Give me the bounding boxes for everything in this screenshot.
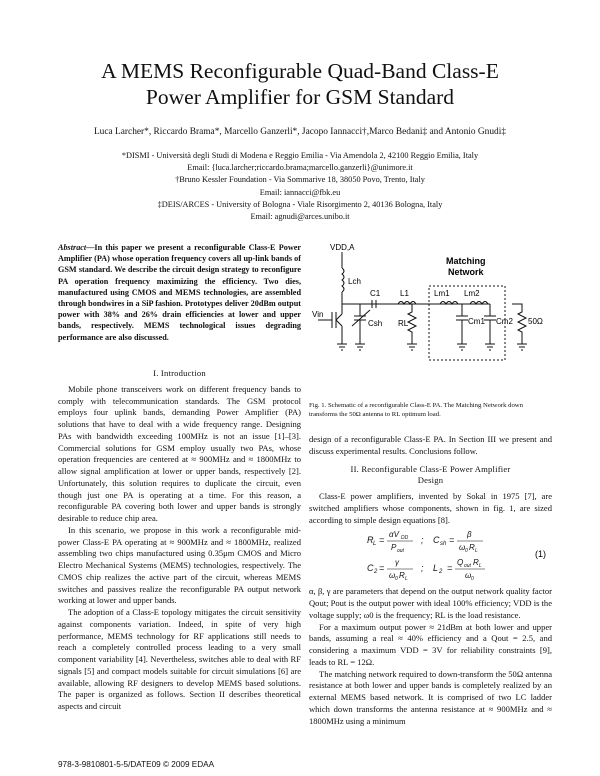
affiliation-line: Email: {luca.larcher;riccardo.brama;marcello.ganzerli}@unimore.it [187, 163, 413, 173]
abstract [58, 242, 301, 343]
copyright-footer: 978-3-9810801-5-5/DATE09 © 2009 EDAA [58, 760, 215, 769]
paragraph: α, β, γ are parameters that depend on the output network quality factor Qout; Pout is the output power with ideal 100% efficiency; VDD is the voltage supply; ω0 is the frequency; RL is the load resistance. [309, 586, 552, 620]
svg-text:out: out [464, 563, 471, 570]
svg-text:R: R [399, 571, 405, 581]
paragraph: For a maximum output power ≈ 21dBm at both lower and upper bands, assuming a real ≈ 40% efficiency and a Qout = 2.5, and considering a maximum VDD = 3V for reliability constraints [9], leads to RL = 12Ω. [309, 621, 552, 667]
label-network: Network [448, 267, 484, 277]
label-lm2: Lm2 [464, 289, 480, 298]
equation-number: (1) [535, 549, 546, 560]
label-c1: C1 [370, 289, 381, 298]
schematic-svg [312, 240, 554, 398]
paper-title [0, 58, 600, 110]
label-vin: Vin [312, 310, 324, 319]
svg-text:=: = [379, 535, 385, 546]
svg-text:L: L [433, 563, 439, 574]
section-heading: I. Introduction [153, 368, 206, 378]
svg-text:ω: ω [389, 571, 396, 581]
svg-text:L: L [475, 548, 478, 555]
label-csh: Csh [368, 319, 383, 328]
svg-text:0: 0 [465, 548, 468, 555]
svg-text:Q: Q [457, 558, 464, 568]
label-load: 50Ω [528, 317, 543, 326]
title-line-1: A MEMS Reconfigurable Quad-Band Class-E [101, 59, 499, 83]
equation-block [309, 526, 552, 586]
label-l1: L1 [400, 289, 409, 298]
paragraph: The adoption of a Class-E topology mitigates the circuit sensitivity against components variation. Indeed, in spite of very high performance, MEMS technology for RF applications still needs to reach a completely controlled process leading to a very small component variability [4]. Nevertheless, switches able to deal with RF signals [5] and compact models suitable for circuit simulations [6] are available, allowing RF designers to develop MEMS based solutions. The paper is organized as follows. Section II describes theoretical aspects and circuit [58, 607, 301, 711]
title-line-2: Power Amplifier for GSM Standard [145, 85, 455, 109]
paragraph: design of a reconfigurable Class-E PA. In Section III we present and discuss experimental results. Conclusions follow. [309, 434, 552, 456]
author-list: Luca Larcher*, Riccardo Brama*, Marcello Ganzerli*, Jacopo Iannacci†,Marco Bedani‡ and Antonio Gnudi‡ [93, 127, 507, 137]
svg-text:0: 0 [395, 576, 398, 583]
label-cm2: Cm2 [496, 317, 513, 326]
svg-text:;: ; [421, 563, 424, 574]
affiliation-line: ‡DEIS/ARCES - University of Bologna - Viale Risorgimento 2, 40136 Bologna, Italy [157, 199, 443, 209]
svg-text:C: C [367, 563, 374, 574]
label-rl: RL [398, 319, 409, 328]
svg-text:=: = [379, 563, 385, 574]
svg-text:C: C [433, 535, 440, 546]
svg-text:R: R [367, 535, 374, 546]
svg-text:R: R [469, 543, 475, 553]
paragraph: In this scenario, we propose in this work a reconfigurable mid-power Class-E PA operating at ≈ 900MHz and ≈ 1800MHz, realized assembling two chips manufactured using 0.35μm CMOS and Micro Electro Mechanical Systems (MEMS) technologies, respectively. The CMOS chip realizes the active part of the circuit, whereas MEMS switches and passives realize the reconfigurable PA output network working at lower and upper bands. [58, 524, 301, 606]
section-heading: II. Reconfigurable Class-E Power Amplifier [350, 463, 511, 474]
circuit-schematic [312, 240, 554, 398]
left-column-body [58, 368, 301, 713]
svg-text:L: L [405, 576, 408, 583]
svg-text:L: L [479, 563, 482, 570]
right-column-body [309, 434, 552, 727]
svg-text:0: 0 [471, 576, 474, 583]
svg-text:2: 2 [439, 569, 443, 576]
svg-text:2: 2 [374, 569, 378, 576]
svg-text:=: = [449, 535, 455, 546]
paragraph: Class-E power amplifiers, invented by Sokal in 1975 [7], are switched amplifiers whose components, shown in fig. 1, are sized according to simple design equations [8]. [309, 491, 552, 525]
svg-text:P: P [391, 543, 397, 553]
svg-text:ω: ω [465, 571, 472, 581]
label-matching: Matching [446, 256, 486, 266]
svg-text:ω: ω [459, 543, 466, 553]
svg-text:β: β [467, 530, 472, 540]
svg-text:=: = [447, 563, 453, 574]
svg-text:αV: αV [389, 530, 399, 540]
label-lm1: Lm1 [434, 289, 450, 298]
affiliation-line: †Bruno Kessler Foundation - Via Sommarive 18, 38050 Povo, Trento, Italy [175, 175, 425, 185]
section-heading-cont: Design [417, 475, 444, 486]
svg-text:out: out [397, 548, 404, 555]
paragraph: The matching network required to down-transform the 50Ω antenna resistance at both lower and upper bands is completely realized by an external MEMS based network. It is comprised of two LC ladder which down transforms the antenna resistance at ≈ 900MHz and ≈ 1800MHz using a minimum [309, 668, 552, 726]
label-vdd: VDD,A [330, 243, 355, 252]
svg-text:R: R [473, 558, 479, 568]
svg-text:L: L [373, 541, 377, 548]
abstract-lead: Abstract [58, 243, 87, 252]
label-lch: Lch [348, 277, 361, 286]
figure-caption: Fig. 1. Schematic of a reconfigurable Class-E PA. The Matching Network down transforms the 50Ω antenna to RL optimum load. [309, 402, 523, 418]
abstract-text: —In this paper we present a reconfigurable Class-E Power Amplifier (PA) whose operation frequency covers all up-link bands of GSM standard. We describe the circuit design strategy to reconfigure PA operation frequency maximizing the efficiency. Two dies, manufactured using CMOS and MEMS technologies, are assembled through bondwires in a SiP fashion. Prototypes deliver 20dBm output power with 38% and 26% drain efficiencies at lower and upper bands, respectively. MEMS technological issues degrading performance are also discussed. [58, 243, 301, 342]
label-cm1: Cm1 [468, 317, 485, 326]
affiliation-line: Email: iannacci@fbk.eu [259, 187, 341, 197]
affiliation-line: *DISMI - Università degli Studi di Modena e Reggio Emilia - Via Amendola 2, 42100 Reggio Emilia, Italy [121, 151, 479, 160]
affiliation-line: Email: agnudi@arces.unibo.it [250, 212, 350, 222]
svg-text:sh: sh [440, 541, 447, 548]
svg-text:DD: DD [401, 535, 409, 542]
equation-svg [309, 526, 552, 586]
affiliations [0, 150, 600, 223]
svg-text:;: ; [421, 535, 424, 546]
paragraph: Mobile phone transceivers work on different frequency bands to comply with telecommunication standards. The GSM protocol employs four uplink bands, demanding Power Amplifier (PA) solutions that have to deal with a wide frequency range. Designing PAs with bandwidth exceeding 100MHz is not an issue [1]–[3]. Commercial solutions for GSM employ usually two PAs, whose operation frequencies are centered at ≈ 900MHz and ≈ 1800MHz to allow signal amplification at lower or upper bands, respectively [2]. Unfortunately, this solution requires to duplicate the circuit, even though just one PA is operating at a time. For this reason, a reconfigurable PA covering both lower and upper bands is strongly desirable to reduce chip area. [58, 383, 301, 523]
svg-text:γ: γ [395, 558, 399, 568]
